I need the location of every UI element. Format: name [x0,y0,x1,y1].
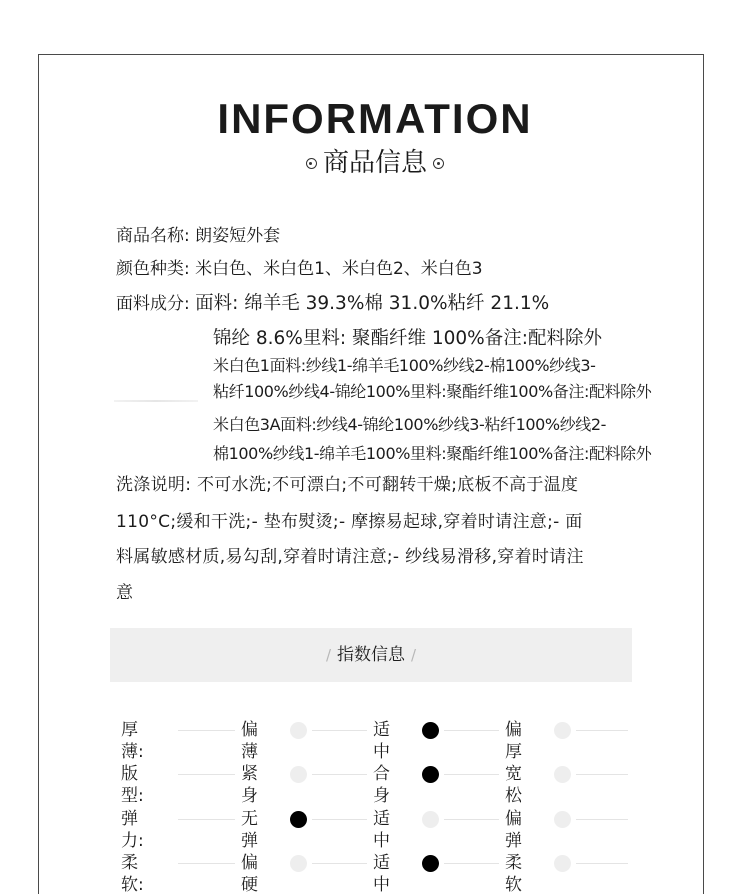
name-row [116,225,280,247]
wash-line-4: 意 [116,583,134,603]
index-option-label: 偏弹 [505,809,522,851]
selected-dot-icon [422,855,439,872]
name-label: 商品名称: [116,226,190,246]
index-row-line [444,819,499,820]
subtitle-text: 商品信息 [322,148,427,178]
fabric-label: 面料成分: [116,294,190,314]
fabric-line-5: 米白色3A面料:纱线4-锦纶100%纱线3-粘纤100%纱线2- [213,415,607,434]
page-subtitle [0,145,750,181]
unselected-dot-icon [422,811,439,828]
index-option-label: 宽松 [505,764,522,806]
index-row-label: 厚薄: [121,720,144,762]
wash-line-2: 110°C;缓和干洗;- 垫布熨烫;- 摩擦易起球,穿着时请注意;- 面 [116,512,583,532]
color-row [116,258,483,280]
index-option-label: 偏薄 [241,720,258,762]
index-option-label: 偏厚 [505,720,522,762]
selected-dot-icon [422,722,439,739]
index-option-label: 无弹 [241,809,258,851]
index-row-label: 柔软: [121,853,144,895]
index-row-line [312,774,367,775]
index-row-line [576,774,628,775]
page-title: INFORMATION [217,95,533,142]
selected-dot-icon [422,766,439,783]
index-row-line [178,863,235,864]
unselected-dot-icon [554,855,571,872]
unselected-dot-icon [290,766,307,783]
index-row-line [444,863,499,864]
fabric-line-1: 面料: 绵羊毛 39.3%棉 31.0%粘纤 21.1% [195,293,550,314]
index-row-label: 版型: [121,764,144,806]
index-row-line [312,819,367,820]
right-circle-icon [433,158,444,169]
index-row-line [576,730,628,731]
index-row-line [444,730,499,731]
index-row-line [576,819,628,820]
wash-line-3: 料属敏感材质,易勾刮,穿着时请注意;- 纱线易滑移,穿着时请注 [116,547,584,567]
unselected-dot-icon [554,766,571,783]
index-row-label: 弹力: [121,809,144,851]
index-row-line [178,774,235,775]
fabric-line-4: 粘纤100%纱线4-锦纶100%里料:聚酯纤维100%备注:配料除外 [213,382,652,401]
fabric-row [116,293,549,315]
unselected-dot-icon [290,722,307,739]
index-banner [110,628,632,682]
unselected-dot-icon [554,811,571,828]
color-value: 米白色、米白色1、米白色2、米白色3 [195,259,483,279]
index-row-line [178,819,235,820]
color-label: 颜色种类: [116,259,190,279]
wash-label: 洗涤说明: [116,475,192,495]
selected-dot-icon [290,811,307,828]
index-heading: 指数信息 [337,645,405,665]
wash-line-1: 不可水洗;不可漂白;不可翻转干燥;底板不高于温度 [196,475,579,495]
index-option-label: 适中 [373,853,390,895]
index-option-label: 适中 [373,809,390,851]
divider [114,400,198,402]
unselected-dot-icon [554,722,571,739]
fabric-line-6: 棉100%纱线1-绵羊毛100%里料:聚酯纤维100%备注:配料除外 [213,444,652,463]
index-row-line [444,774,499,775]
index-option-label: 紧身 [241,764,258,806]
slash-right-icon: / [411,646,417,664]
slash-left-icon: / [325,646,331,664]
fabric-line-3: 米白色1面料:纱线1-绵羊毛100%纱线2-棉100%纱线3- [213,356,596,375]
index-row-line [178,730,235,731]
left-circle-icon [306,158,317,169]
fabric-line-2: 锦纶 8.6%里料: 聚酯纤维 100%备注:配料除外 [213,328,602,349]
name-value: 朗姿短外套 [195,226,281,246]
index-option-label: 柔软 [505,853,522,895]
wash-row [116,474,578,496]
index-option-label: 合身 [373,764,390,806]
index-option-label: 偏硬 [241,853,258,895]
unselected-dot-icon [290,855,307,872]
index-option-label: 适中 [373,720,390,762]
index-row-line [312,730,367,731]
index-row-line [576,863,628,864]
index-row-line [312,863,367,864]
